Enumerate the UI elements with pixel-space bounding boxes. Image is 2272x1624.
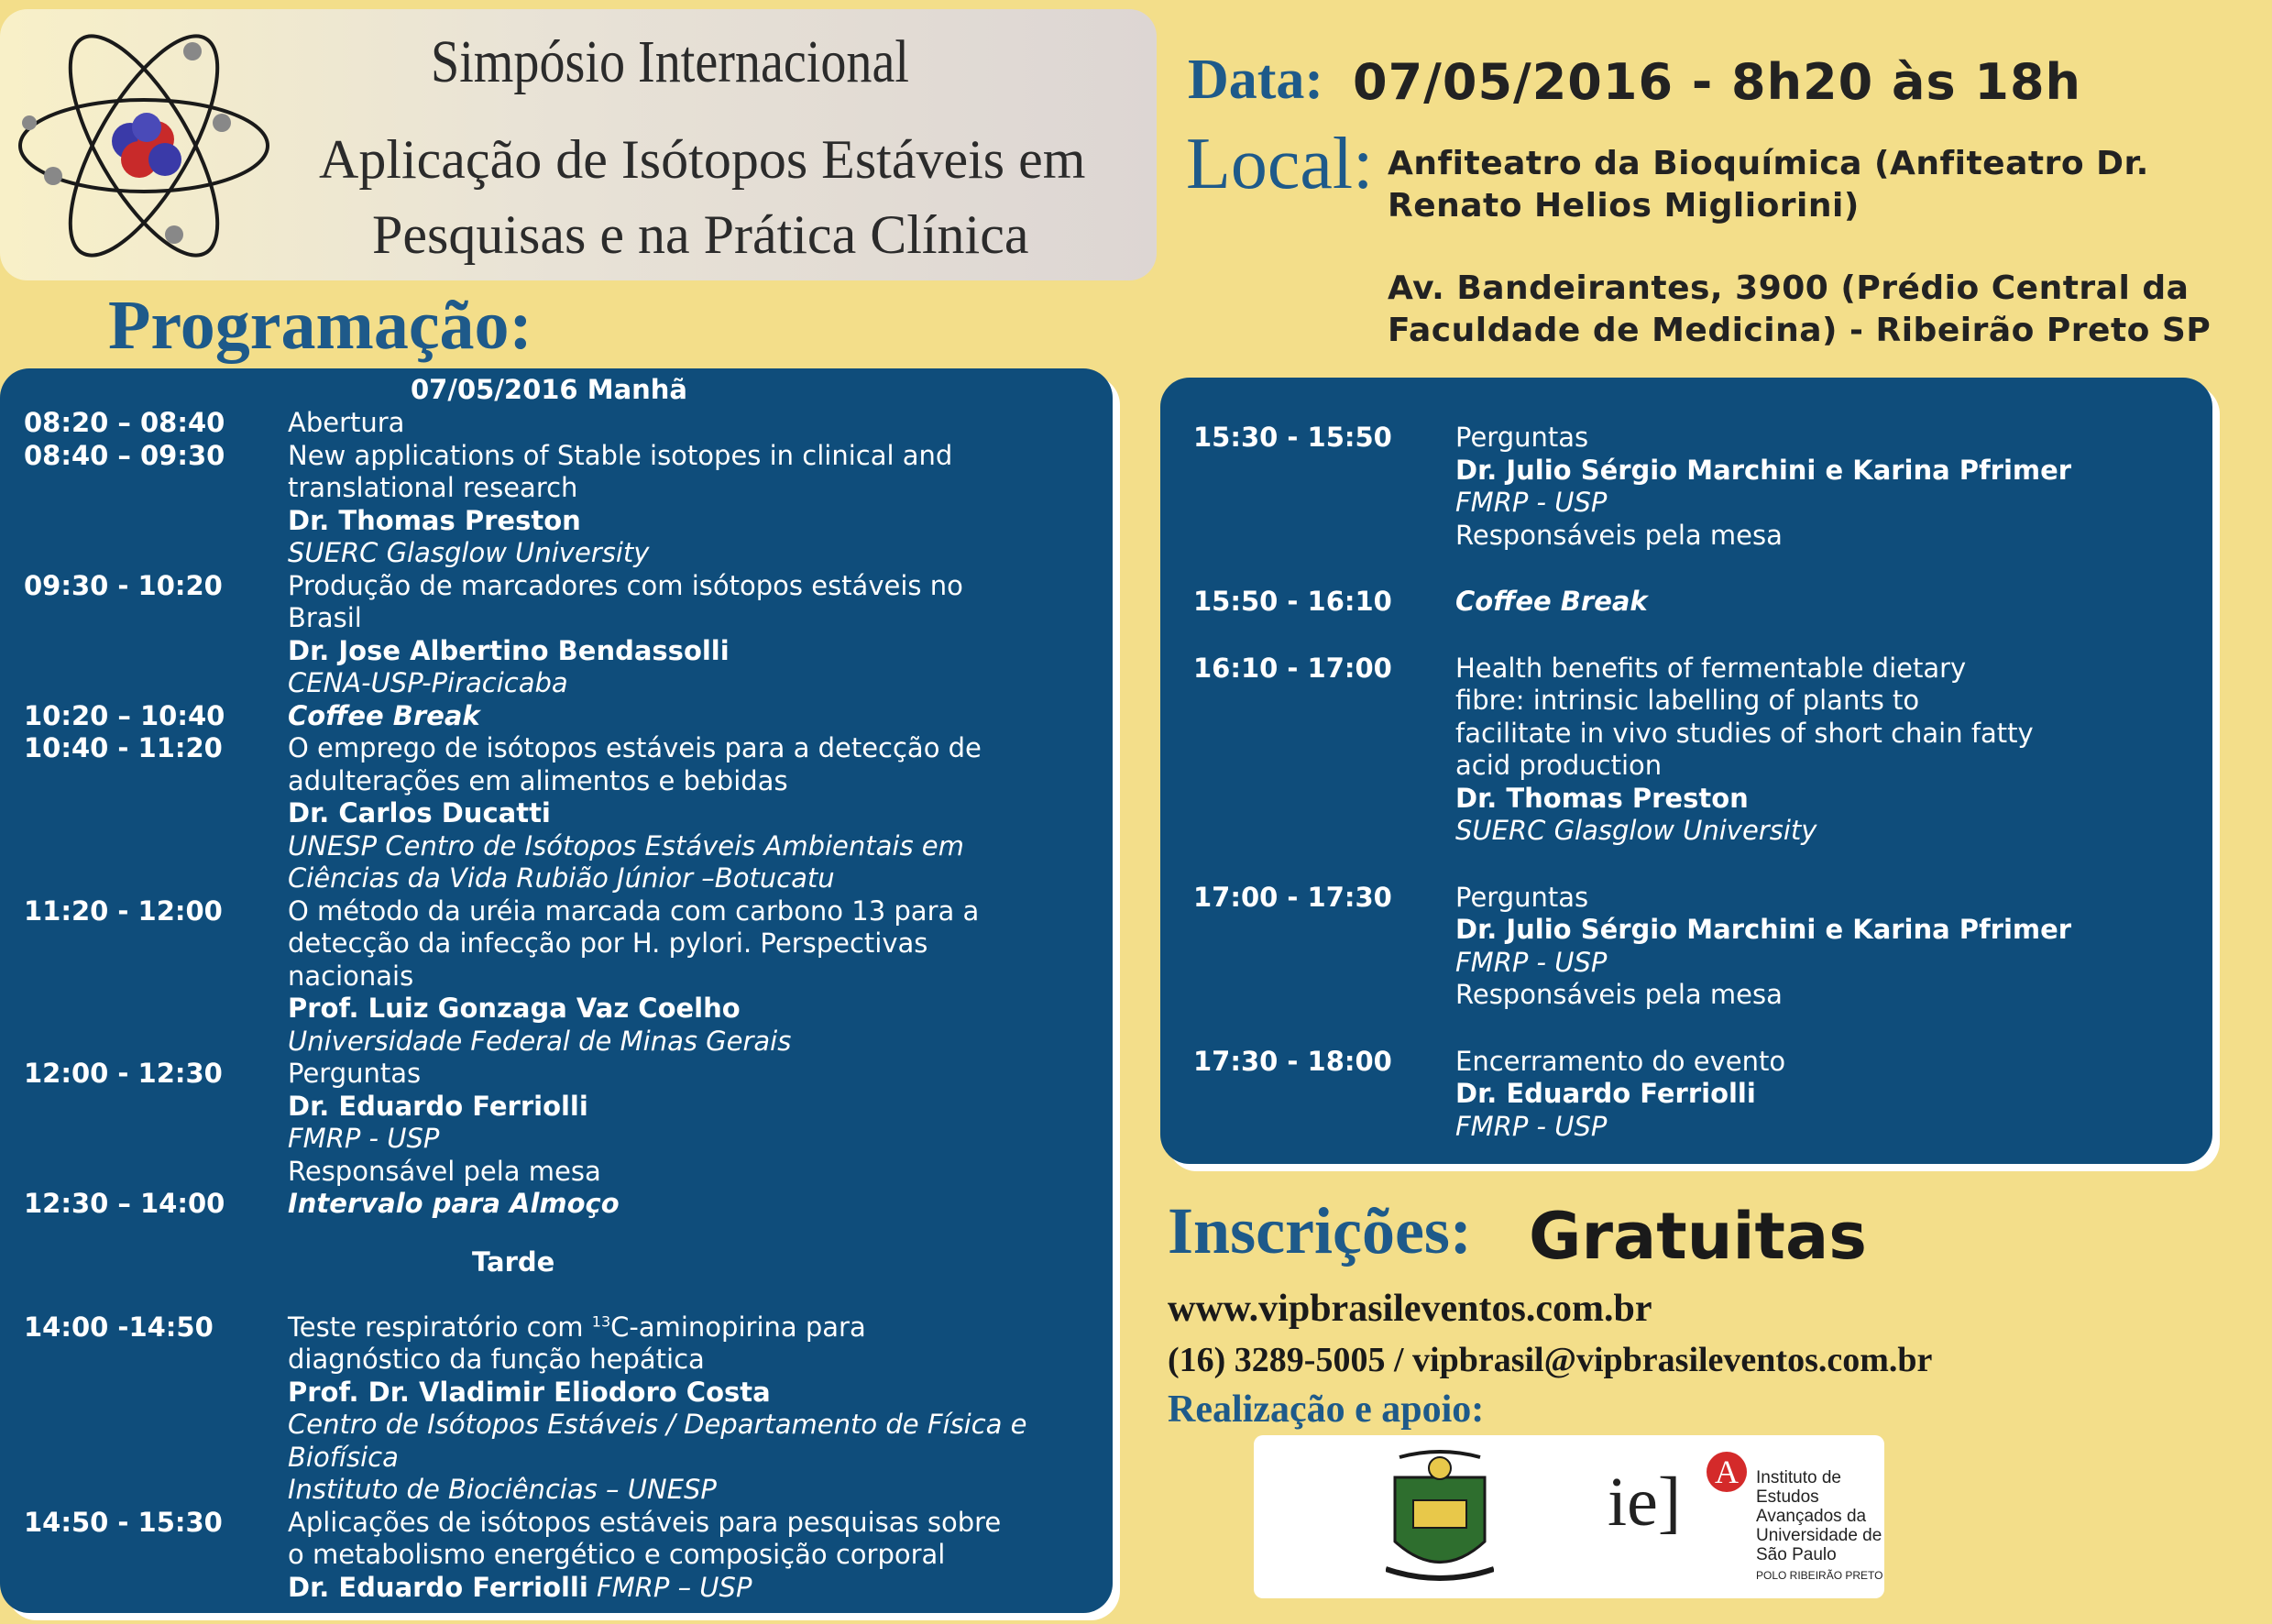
schedule-line: Dr. Eduardo Ferriolli [288, 1090, 588, 1122]
date-value: 07/05/2016 - 8h20 às 18h [1353, 53, 2081, 111]
schedule-line: Dr. Eduardo Ferriolli [1455, 1078, 1756, 1109]
afternoon-title: Tarde [472, 1245, 555, 1278]
schedule-line-tail: FMRP – USP [587, 1571, 752, 1603]
schedule-line: Perguntas [1455, 422, 1589, 453]
location-line-1: Anfiteatro da Bioquímica (Anfiteatro Dr. [1388, 145, 2149, 182]
registration-value: Gratuitas [1529, 1199, 1867, 1274]
schedule-line: Dr. Thomas Preston [288, 504, 581, 536]
schedule-line: SUERC Glasglow University [1455, 815, 1817, 846]
schedule-line: facilitate in vivo studies of short chain fatty [1455, 717, 2034, 749]
schedule-line: Dr. Carlos Ducatti [288, 797, 551, 828]
schedule-line: adulterações em alimentos e bebidas [288, 764, 788, 796]
schedule-line: FMRP - USP [1455, 487, 1608, 518]
schedule-line: detecção da infecção por H. pylori. Perspectivas [288, 927, 928, 959]
schedule-line: Brasil [288, 602, 362, 633]
schedule-line: Coffee Break [1455, 586, 1648, 617]
schedule-line: Universidade Federal de Minas Gerais [288, 1025, 792, 1057]
schedule-line: Intervalo para Almoço [288, 1188, 620, 1219]
schedule-time: 12:30 – 14:00 [24, 1188, 225, 1219]
schedule-line: Responsáveis pela mesa [1455, 979, 1783, 1010]
morning-title: 07/05/2016 Manhã [411, 374, 687, 405]
schedule-time: 17:00 - 17:30 [1193, 881, 1392, 913]
symposium-title: Simpósio Internacional [431, 28, 909, 95]
schedule-time: 14:00 -14:50 [24, 1311, 214, 1343]
superscript: 13 [591, 1312, 611, 1331]
registration-label: Inscrições: [1168, 1194, 1472, 1267]
schedule-line: diagnóstico da função hepática [288, 1344, 705, 1376]
contact-info: (16) 3289-5005 / vipbrasil@vipbrasileventos.com.br [1168, 1341, 1933, 1379]
schedule-time: 08:20 – 08:40 [24, 407, 225, 438]
address-line-1: Av. Bandeirantes, 3900 (Prédio Central da [1388, 269, 2190, 307]
schedule-line: o metabolismo energético e composição corporal [288, 1539, 946, 1571]
schedule-line: Prof. Dr. Vladimir Eliodoro Costa [288, 1376, 771, 1408]
schedule-line: New applications of Stable isotopes in clinical and [288, 439, 953, 471]
symposium-subtitle-line2: Pesquisas e na Prática Clínica [372, 204, 1029, 265]
faculty-crest-icon [1386, 1450, 1494, 1587]
schedule-line: Teste respiratório com $^{13}$C-aminopirina para [288, 1311, 866, 1343]
schedule-line: CENA-USP-Piracicaba [288, 667, 568, 698]
schedule-time: 10:40 - 11:20 [24, 732, 223, 763]
schedule-line: Centro de Isótopos Estáveis / Departamento de Física e [288, 1409, 1027, 1441]
institute-name: Instituto de Estudos Avançados da Universidade de São Paulo [1756, 1468, 1882, 1564]
schedule-line: Biofísica [288, 1441, 399, 1473]
schedule-line: UNESP Centro de Isótopos Estáveis Ambientais em [288, 829, 964, 861]
schedule-line: SUERC Glasglow University [288, 537, 650, 568]
schedule-line: Dr. Eduardo Ferriolli FMRP – USP [288, 1571, 752, 1603]
schedule-line: Responsáveis pela mesa [1455, 519, 1783, 551]
address-line-2: Faculdade de Medicina) - Ribeirão Preto SP [1388, 312, 2212, 349]
schedule-time: 11:20 - 12:00 [24, 894, 223, 927]
schedule-line: Aplicações de isótopos estáveis para pesquisas sobre [288, 1506, 1002, 1538]
schedule-time: 12:00 - 12:30 [24, 1058, 223, 1089]
schedule-line: FMRP - USP [1455, 1110, 1608, 1142]
schedule-line: Perguntas [1455, 881, 1589, 913]
schedule-line: FMRP - USP [288, 1123, 440, 1154]
schedule-line: Prof. Luiz Gonzaga Vaz Coelho [288, 993, 741, 1024]
schedule-line: fibre: intrinsic labelling of plants to [1455, 685, 1920, 716]
schedule-line: Dr. Julio Sérgio Marchini e Karina Pfrimer [1455, 914, 2072, 945]
programacao-heading: Programação: [108, 287, 532, 364]
schedule-line: Dr. Jose Albertino Bendassolli [288, 634, 730, 666]
schedule-time: 15:50 - 16:10 [1193, 586, 1392, 617]
schedule-line: O método da uréia marcada com carbono 13 para a [288, 894, 980, 927]
polo-name: POLO RIBEIRÃO PRETO [1756, 1569, 1883, 1582]
symposium-subtitle-line1: Aplicação de Isótopos Estáveis em [319, 129, 1086, 190]
schedule-time: 14:50 - 15:30 [24, 1506, 223, 1538]
schedule-line: Responsável pela mesa [288, 1155, 601, 1187]
schedule-line: Ciências da Vida Rubião Júnior –Botucatu [288, 862, 835, 894]
schedule-line: Instituto de Biociências – UNESP [288, 1474, 717, 1506]
atom-icon [11, 13, 277, 279]
schedule-line: acid production [1455, 750, 1663, 781]
schedule-line: O emprego de isótopos estáveis para a detecção de [288, 732, 982, 763]
schedule-time: 08:40 – 09:30 [24, 439, 225, 471]
schedule-time: 16:10 - 17:00 [1193, 652, 1392, 684]
location-line-2: Renato Helios Migliorini) [1388, 187, 1860, 225]
schedule-line: Coffee Break [288, 699, 480, 731]
schedule-line: Dr. Thomas Preston [1455, 782, 1749, 814]
location-label: Local: [1186, 124, 1374, 204]
schedule-time: 15:30 - 15:50 [1193, 422, 1392, 453]
date-label: Data: [1188, 49, 1324, 111]
schedule-line: Produção de marcadores com isótopos estáveis no [288, 569, 963, 601]
ieab-a-badge: A [1707, 1452, 1747, 1492]
schedule-line: FMRP - USP [1455, 946, 1608, 978]
schedule-time: 10:20 – 10:40 [24, 699, 225, 731]
schedule-line: Dr. Julio Sérgio Marchini e Karina Pfrimer [1455, 454, 2072, 486]
schedule-line: Health benefits of fermentable dietary [1455, 652, 1967, 684]
schedule-time: 17:30 - 18:00 [1193, 1045, 1392, 1077]
schedule-line: Abertura [288, 407, 405, 438]
website-link[interactable]: www.vipbrasileventos.com.br [1168, 1288, 1652, 1330]
schedule-line: Encerramento do evento [1455, 1045, 1786, 1077]
ieab-logo-icon: ie] [1608, 1464, 1682, 1541]
sponsors-heading: Realização e apoio: [1168, 1388, 1485, 1431]
schedule-line: nacionais [288, 960, 414, 992]
schedule-time: 09:30 - 10:20 [24, 569, 223, 601]
schedule-line: translational research [288, 472, 578, 503]
schedule-line: Perguntas [288, 1058, 422, 1089]
